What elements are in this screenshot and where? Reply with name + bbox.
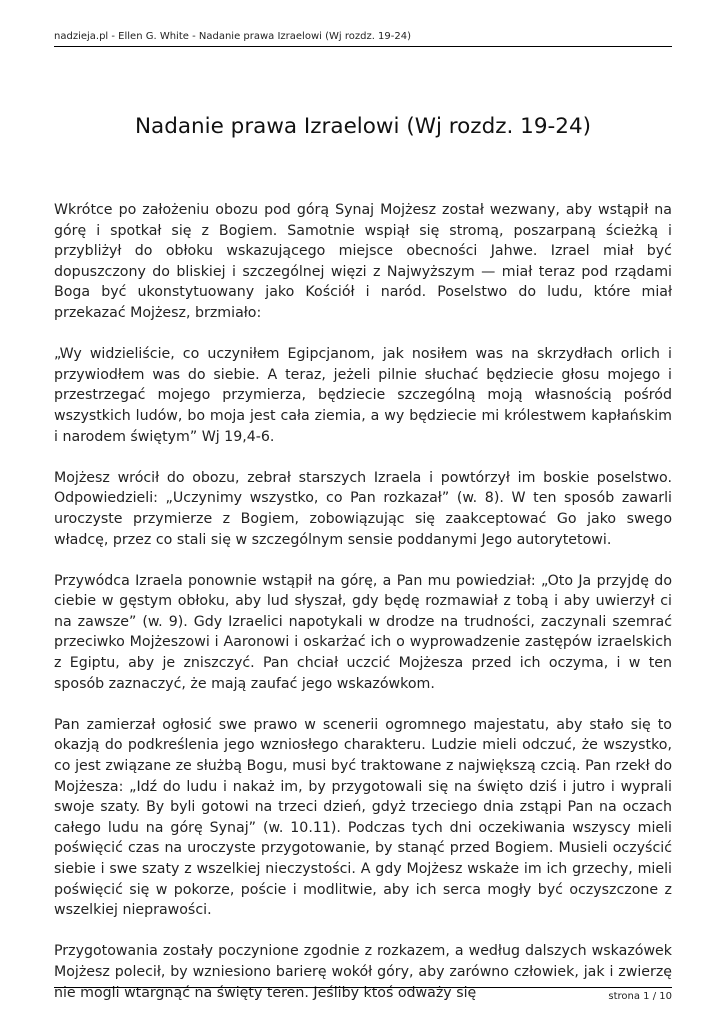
paragraph: Wkrótce po założeniu obozu pod górą Synaj Mojżesz został wezwany, aby wstąpił na górę i spotkał się z Bogiem. Samotnie wspiął się stromą, poszarpaną ścieżką i przybliżył do obłoku wskazującego miejsce obecności Jahwe. Izrael miał być dopuszczony do bliskiej i szczególnej więzi z Najwyższym — miał teraz pod rządami Boga być ukonstytuowany jako Kościół i naród. Poselstwo do ludu, które miał przekazać Mojżesz, brzmiało: — [54, 202, 672, 321]
page-title: Nadanie prawa Izraelowi (Wj rozdz. 19-24) — [134, 114, 592, 139]
header-divider — [54, 46, 672, 47]
page-number: strona 1 / 10 — [608, 991, 672, 1002]
footer-divider — [54, 987, 672, 988]
paragraph: Pan zamierzał ogłosić swe prawo w scenerii ogromnego majestatu, aby stało się to okazją do podkreślenia jego wzniosłego charakteru. Ludzie mieli odczuć, że wszystko, co jest związane ze służbą Bogu, musi być traktowane z największą czcią. Pan rzekł do Mojżesza: „Idź do ludu i nakaż im, by przygotowali się na święto dziś i jutro i wyprali swoje szaty. By byli gotowi na trzeci dzień, gdyż trzeciego dnia zstąpi Pan na oczach całego ludu na górę Synaj” (w. 10.11). Podczas tych dni oczekiwania wszyscy mieli poświęcić czas na uroczyste przygotowanie, by stanąć przed Bogiem. Musieli oczyścić siebie i swe szaty z wszelkiej nieczystości. A gdy Mojżesz wskaże im ich grzechy, mieli poświęcić się w pokorze, poście i modlitwie, aby ich serca mogły być oczyszczone z wszelkiej nieprawości. — [54, 716, 672, 919]
paragraph: Przygotowania zostały poczynione zgodnie z rozkazem, a według dalszych wskazówek Mojżesz polecił, by wzniesiono barierę wokół góry, aby zarówno człowiek, jak i zwierzę nie mogli wtargnąć na święty teren. Jeśliby ktoś odważy się — [54, 943, 672, 1001]
paragraph: Mojżesz wrócił do obozu, zebrał starszych Izraela i powtórzył im boskie poselstwo. Odpowiedzieli: „Uczynimy wszystko, co Pan rozkazał” (w. 8). W ten sposób zawarli uroczyste przymierze z Bogiem, zobowiązując się zaakceptować Go jako swego władcę, przez co stali się w szczególnym sensie poddanymi Jego autorytetowi. — [54, 469, 672, 548]
running-header: nadzieja.pl - Ellen G. White - Nadanie prawa Izraelowi (Wj rozdz. 19-24) — [54, 31, 412, 42]
document-body — [54, 200, 672, 1024]
paragraph: Przywódca Izraela ponownie wstąpił na górę, a Pan mu powiedział: „Oto Ja przyjdę do ciebie w gęstym obłoku, aby lud słyszał, gdy będę rozmawiał z tobą i aby uwierzył ci na zawsze” (w. 9). Gdy Izraelici napotykali w drodze na trudności, zaczynali szemrać przeciwko Mojżeszowi i Aaronowi i oskarżać ich o wyprowadzenie zastępów izraelskich z Egiptu, aby je zniszczyć. Pan chciał uczcić Mojżesza przed ich oczyma, i w ten sposób zaznaczyć, że mają zaufać jego wskazówkom. — [54, 572, 672, 692]
paragraph: „Wy widzieliście, co uczyniłem Egipcjanom, jak nosiłem was na skrzydłach orlich i przywiodłem was do siebie. A teraz, jeżeli pilnie słuchać będziecie głosu mojego i przestrzegać mojego przymierza, będziecie szczególną moją własnością pośród wszystkich ludów, bo moja jest cała ziemia, a wy będziecie mi królestwem kapłańskim i narodem świętym” Wj 19,4-6. — [54, 346, 672, 445]
